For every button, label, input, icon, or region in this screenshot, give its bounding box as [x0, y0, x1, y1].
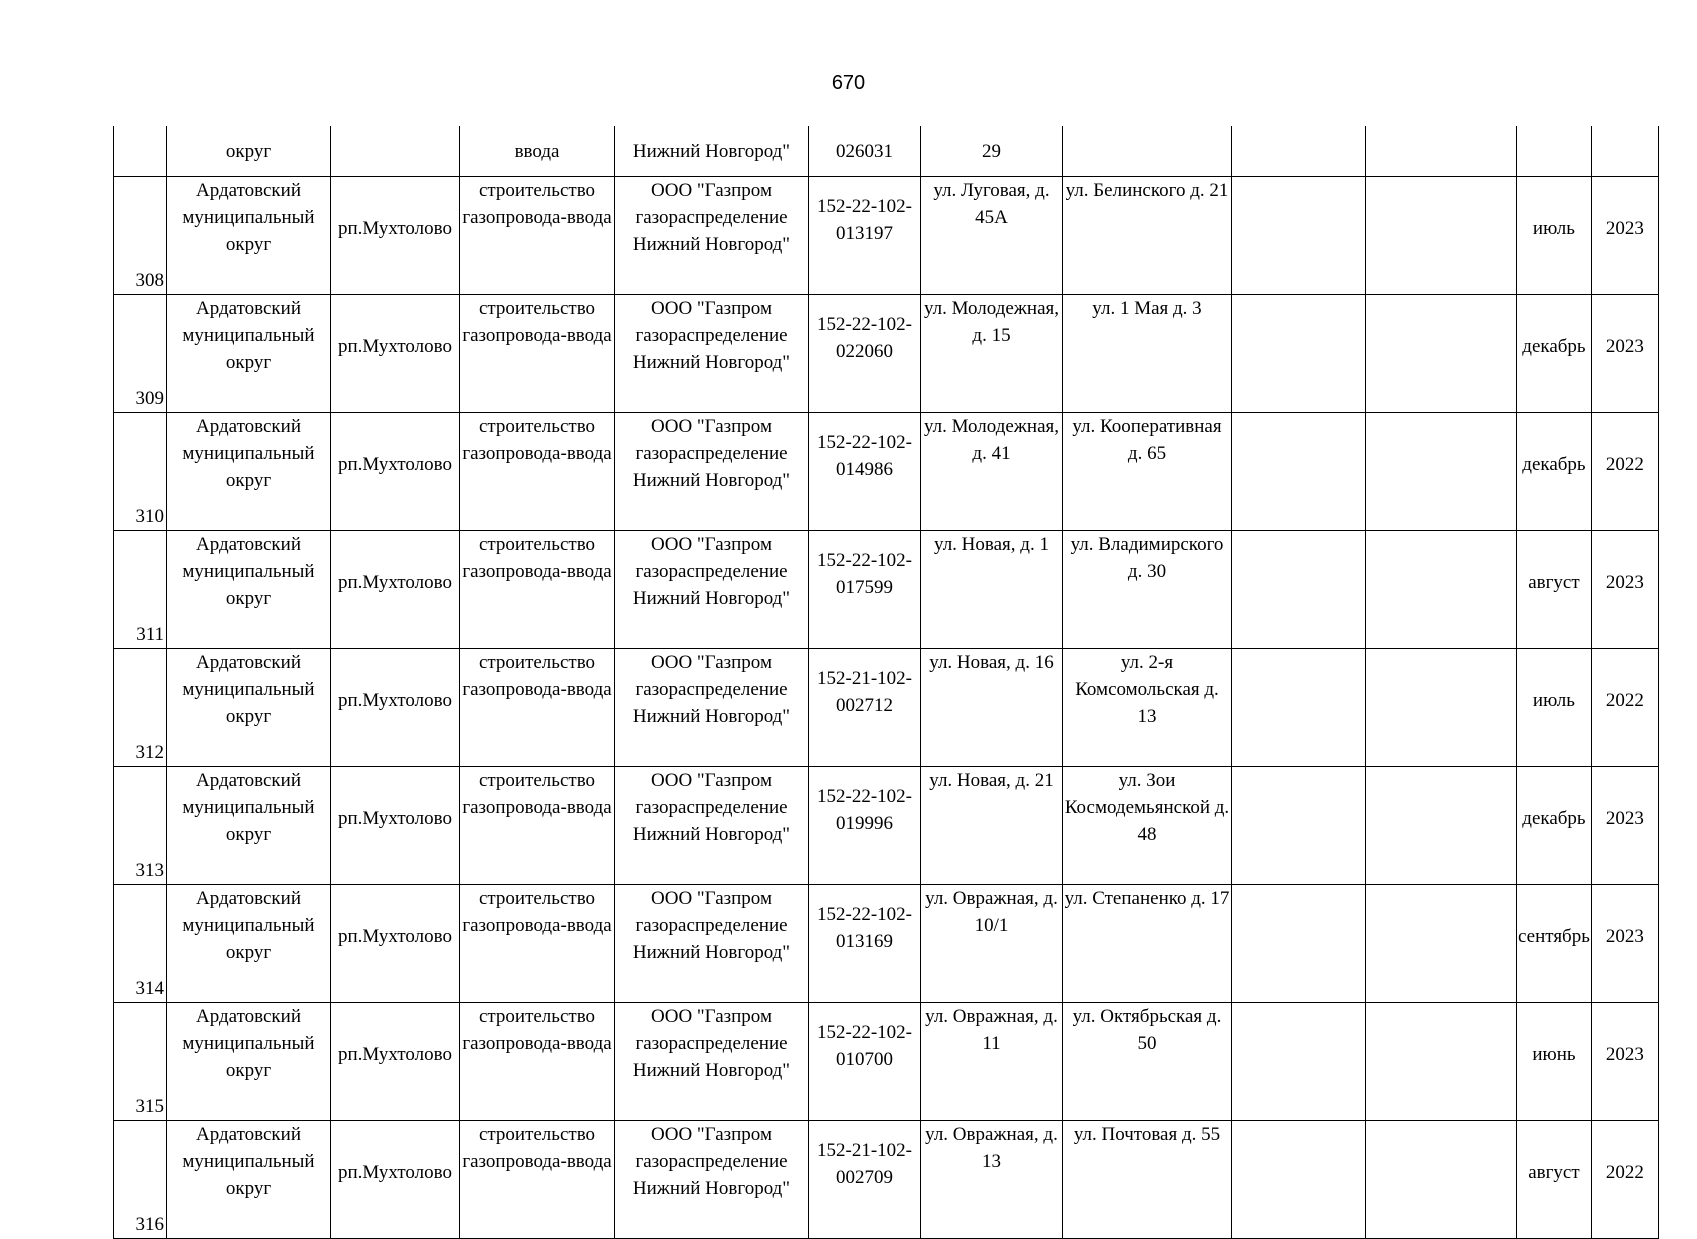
cell-org: ООО "Газпром газораспределение Нижний Новгород" — [615, 767, 809, 885]
cell-address2: ул. Степаненко д. 17 — [1063, 885, 1232, 1003]
cell-address: 29 — [921, 126, 1063, 177]
cell-year: 2023 — [1591, 767, 1658, 885]
cell-address2: ул. Владимирского д. 30 — [1063, 531, 1232, 649]
cell-year: 2022 — [1591, 649, 1658, 767]
cell-work: строительство газопровода-ввода — [460, 295, 615, 413]
cell-year: 2023 — [1591, 295, 1658, 413]
cell-org: Нижний Новгород" — [615, 126, 809, 177]
cell-num: 309 — [114, 295, 167, 413]
table-row-continuation — [114, 126, 1659, 177]
cell-num: 315 — [114, 1003, 167, 1121]
cell-year: 2022 — [1591, 1121, 1658, 1239]
cell-address2: ул. Белинского д. 21 — [1063, 177, 1232, 295]
cell-num: 310 — [114, 413, 167, 531]
cell-work: ввода — [460, 126, 615, 177]
cell-work: строительство газопровода-ввода — [460, 1003, 615, 1121]
table-row — [114, 177, 1659, 295]
cell-empty-2 — [1366, 649, 1517, 767]
cell-work: строительство газопровода-ввода — [460, 531, 615, 649]
cell-address: ул. Овражная, д. 11 — [921, 1003, 1063, 1121]
cell-empty-2 — [1366, 767, 1517, 885]
cell-settlement: рп.Мухтолово — [331, 531, 460, 649]
cell-settlement — [331, 126, 460, 177]
cell-code: 152-22-102-017599 — [809, 531, 921, 649]
cell-settlement: рп.Мухтолово — [331, 295, 460, 413]
cell-address: ул. Молодежная, д. 41 — [921, 413, 1063, 531]
cell-year: 2023 — [1591, 885, 1658, 1003]
cell-empty-2 — [1366, 885, 1517, 1003]
cell-address2: ул. 1 Мая д. 3 — [1063, 295, 1232, 413]
cell-settlement: рп.Мухтолово — [331, 885, 460, 1003]
cell-empty-1 — [1232, 649, 1366, 767]
cell-code: 152-21-102-002709 — [809, 1121, 921, 1239]
cell-month: декабрь — [1517, 767, 1592, 885]
cell-settlement: рп.Мухтолово — [331, 413, 460, 531]
cell-address: ул. Новая, д. 21 — [921, 767, 1063, 885]
cell-address: ул. Молодежная, д. 15 — [921, 295, 1063, 413]
cell-district: Ардатовский муниципальный округ — [167, 177, 331, 295]
cell-address: ул. Новая, д. 1 — [921, 531, 1063, 649]
cell-org: ООО "Газпром газораспределение Нижний Новгород" — [615, 1003, 809, 1121]
cell-month: декабрь — [1517, 295, 1592, 413]
cell-month: июль — [1517, 649, 1592, 767]
cell-settlement: рп.Мухтолово — [331, 1121, 460, 1239]
cell-month: июль — [1517, 177, 1592, 295]
cell-code: 152-22-102-022060 — [809, 295, 921, 413]
cell-empty-2 — [1366, 295, 1517, 413]
cell-month: июнь — [1517, 1003, 1592, 1121]
cell-year — [1591, 126, 1658, 177]
cell-address2: ул. Кооперативная д. 65 — [1063, 413, 1232, 531]
cell-org: ООО "Газпром газораспределение Нижний Новгород" — [615, 413, 809, 531]
cell-year: 2023 — [1591, 1003, 1658, 1121]
cell-year: 2022 — [1591, 413, 1658, 531]
cell-code: 026031 — [809, 126, 921, 177]
cell-num: 312 — [114, 649, 167, 767]
cell-month: август — [1517, 1121, 1592, 1239]
gas-connection-table — [113, 126, 1659, 1239]
cell-address2: ул. Октябрьская д. 50 — [1063, 1003, 1232, 1121]
page-number: 670 — [831, 72, 866, 94]
table-row — [114, 295, 1659, 413]
cell-district: Ардатовский муниципальный округ — [167, 1003, 331, 1121]
cell-num: 314 — [114, 885, 167, 1003]
cell-district: Ардатовский муниципальный округ — [167, 1121, 331, 1239]
cell-month: декабрь — [1517, 413, 1592, 531]
table-row — [114, 767, 1659, 885]
cell-code: 152-22-102-013169 — [809, 885, 921, 1003]
cell-org: ООО "Газпром газораспределение Нижний Новгород" — [615, 1121, 809, 1239]
table-row — [114, 1121, 1659, 1239]
cell-empty-2 — [1366, 126, 1517, 177]
cell-empty-1 — [1232, 295, 1366, 413]
cell-code: 152-22-102-010700 — [809, 1003, 921, 1121]
cell-district: Ардатовский муниципальный округ — [167, 885, 331, 1003]
cell-address2: ул. Почтовая д. 55 — [1063, 1121, 1232, 1239]
table-row — [114, 1003, 1659, 1121]
cell-district: Ардатовский муниципальный округ — [167, 531, 331, 649]
cell-settlement: рп.Мухтолово — [331, 177, 460, 295]
cell-empty-1 — [1232, 1121, 1366, 1239]
cell-code: 152-22-102-014986 — [809, 413, 921, 531]
cell-empty-1 — [1232, 177, 1366, 295]
cell-empty-1 — [1232, 413, 1366, 531]
cell-settlement: рп.Мухтолово — [331, 649, 460, 767]
cell-num — [114, 126, 167, 177]
cell-address: ул. Овражная, д. 10/1 — [921, 885, 1063, 1003]
cell-empty-1 — [1232, 531, 1366, 649]
cell-month: август — [1517, 531, 1592, 649]
cell-address2: ул. Зои Космодемьянской д. 48 — [1063, 767, 1232, 885]
cell-year: 2023 — [1591, 177, 1658, 295]
cell-empty-2 — [1366, 531, 1517, 649]
cell-work: строительство газопровода-ввода — [460, 885, 615, 1003]
cell-work: строительство газопровода-ввода — [460, 413, 615, 531]
cell-address: ул. Овражная, д. 13 — [921, 1121, 1063, 1239]
cell-empty-2 — [1366, 1121, 1517, 1239]
cell-district: Ардатовский муниципальный округ — [167, 413, 331, 531]
table-body — [114, 126, 1659, 1239]
cell-code: 152-21-102-002712 — [809, 649, 921, 767]
cell-year: 2023 — [1591, 531, 1658, 649]
cell-district: Ардатовский муниципальный округ — [167, 767, 331, 885]
cell-address: ул. Новая, д. 16 — [921, 649, 1063, 767]
cell-code: 152-22-102-019996 — [809, 767, 921, 885]
cell-work: строительство газопровода-ввода — [460, 649, 615, 767]
cell-code: 152-22-102-013197 — [809, 177, 921, 295]
cell-org: ООО "Газпром газораспределение Нижний Новгород" — [615, 649, 809, 767]
cell-empty-2 — [1366, 177, 1517, 295]
cell-work: строительство газопровода-ввода — [460, 177, 615, 295]
cell-empty-2 — [1366, 1003, 1517, 1121]
cell-org: ООО "Газпром газораспределение Нижний Новгород" — [615, 531, 809, 649]
cell-empty-1 — [1232, 1003, 1366, 1121]
table-row — [114, 649, 1659, 767]
cell-num: 316 — [114, 1121, 167, 1239]
cell-org: ООО "Газпром газораспределение Нижний Новгород" — [615, 295, 809, 413]
cell-num: 308 — [114, 177, 167, 295]
cell-settlement: рп.Мухтолово — [331, 1003, 460, 1121]
table-row — [114, 885, 1659, 1003]
table-row — [114, 531, 1659, 649]
cell-district: Ардатовский муниципальный округ — [167, 649, 331, 767]
cell-address2: ул. 2-я Комсомольская д. 13 — [1063, 649, 1232, 767]
cell-work: строительство газопровода-ввода — [460, 1121, 615, 1239]
cell-org: ООО "Газпром газораспределение Нижний Новгород" — [615, 177, 809, 295]
cell-district: округ — [167, 126, 331, 177]
cell-empty-1 — [1232, 126, 1366, 177]
cell-work: строительство газопровода-ввода — [460, 767, 615, 885]
cell-num: 313 — [114, 767, 167, 885]
cell-empty-2 — [1366, 413, 1517, 531]
cell-district: Ардатовский муниципальный округ — [167, 295, 331, 413]
table-row — [114, 413, 1659, 531]
cell-address2 — [1063, 126, 1232, 177]
cell-empty-1 — [1232, 767, 1366, 885]
cell-num: 311 — [114, 531, 167, 649]
cell-address: ул. Луговая, д. 45А — [921, 177, 1063, 295]
cell-empty-1 — [1232, 885, 1366, 1003]
cell-settlement: рп.Мухтолово — [331, 767, 460, 885]
cell-month — [1517, 126, 1592, 177]
cell-month: сентябрь — [1517, 885, 1592, 1003]
cell-org: ООО "Газпром газораспределение Нижний Новгород" — [615, 885, 809, 1003]
